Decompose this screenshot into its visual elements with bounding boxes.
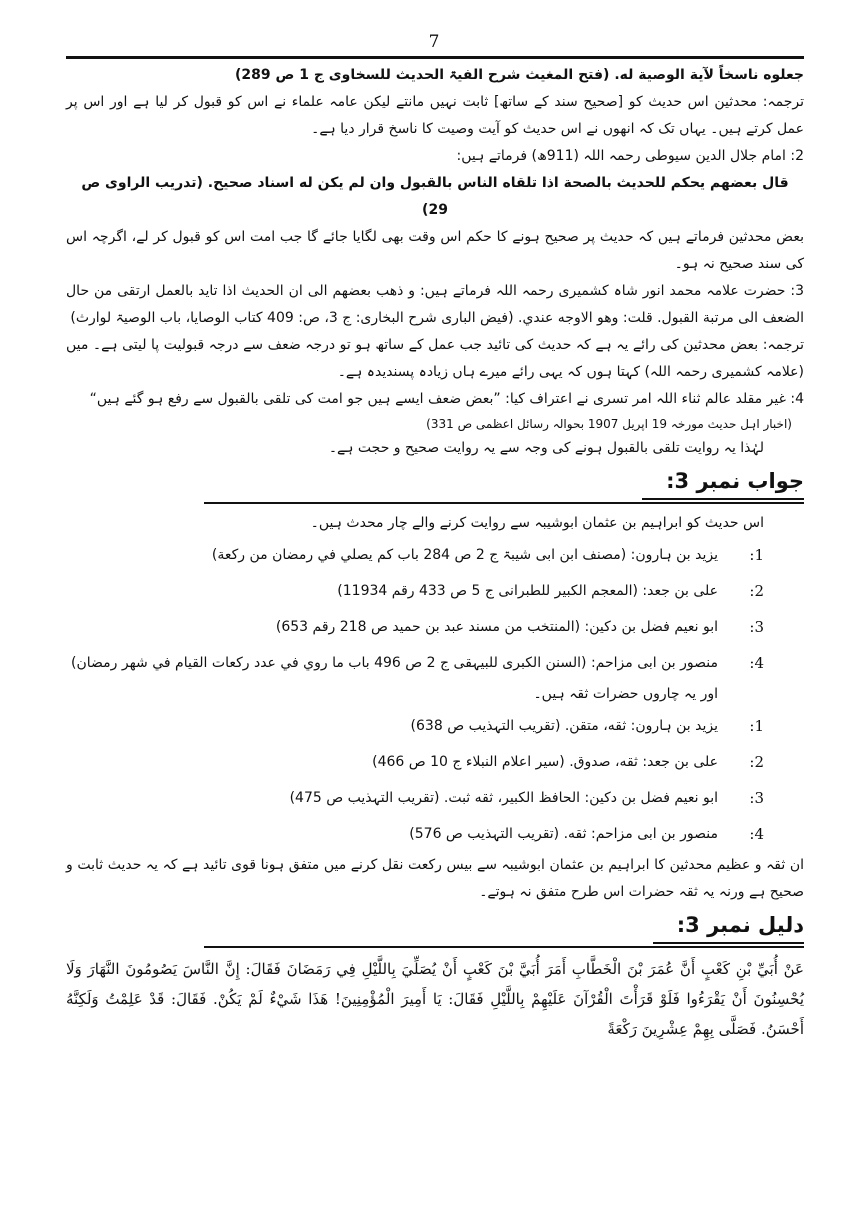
list-item (66, 708, 764, 744)
item-text: منصور بن ابی مزاحم: (السنن الکبری للبیہقی ج 2 ص 496 باب ما روي في عدد ركعات القيام في شهر رمضان) (71, 655, 718, 671)
amritsari-reference: (اخبار اہل حدیث مورخہ 19 اپریل 1907 بحوالہ رسائل اعظمی ص 331) (426, 417, 792, 431)
amritsari-line: 4: غیر مقلد عالم ثناء اللہ امر تسری نے اعتراف کیا: ”بعض ضعف ایسے ہیں جو امت کی تلقی بالقبول سے رفع ہو گئے ہیں“ (89, 391, 804, 407)
proof-3-heading: دلیل نمبر 3: (653, 910, 804, 944)
narrators-trustworthy-line: اور یہ چاروں حضرات ثقہ ہیں۔ (533, 686, 718, 702)
item-text: ابو نعیم فضل بن دکین: الحافظ الكبير، ثقه ثبت. (تقریب التہذیب ص 475) (289, 790, 718, 806)
narrators-list (66, 537, 804, 681)
list-item (66, 816, 764, 852)
list-item (66, 609, 764, 645)
item-text: علی بن جعد: ثقه، صدوق. (سیر اعلام النبلاء ج 10 ص 466) (372, 754, 718, 770)
item-text: یزید بن ہارون: (مصنف ابن ابی شیبۃ ج 2 ص 284 باب کم يصلي في رمضان من ركعة) (211, 547, 718, 563)
item-number: 4: (749, 654, 764, 672)
item-number: 3: (749, 618, 764, 636)
answer-3-underline (204, 502, 804, 504)
item-number: 2: (749, 753, 764, 771)
item-text: منصور بن ابی مزاحم: ثقه. (تقریب التہذیب ص 576) (409, 826, 718, 842)
item-text: علی بن جعد: (المعجم الکبیر للطبرانی ج 5 ص 433 رقم 11934) (337, 583, 718, 599)
list-item (66, 537, 764, 573)
arabic-hadith-text: عَنْ أُبَيِّ بْنِ كَعْبٍ أَنَّ عُمَرَ بْنَ الْخَطَّابِ أَمَرَ أُبَيَّ بْنَ كَعْبٍ أَنْ يُصَلِّيَ بِاللَّيْلِ فِي رَمَضَانَ فَقَالَ: إِنَّ النَّاسَ يَصُومُونَ النَّهَارَ وَلَا يُحْسِنُونَ أَنْ يَقْرَءُوا فَلَوْ قَرَأْتَ الْقُرْآنَ عَلَيْهِمْ بِاللَّيْلِ فَقَالَ: يَا أَمِيرَ الْمُؤْمِنِينَ! هَذَا شَيْءٌ لَمْ يَكُنْ. فَقَالَ: قَدْ عَلِمْتُ وَلَكِنَّهُ أَحْسَنُ. فَصَلَّى بِهِمْ عِشْرِينَ رَكْعَةً (66, 960, 804, 1038)
proof-3-underline (204, 946, 804, 948)
imam-suyuti-line: 2: امام جلال الدین سیوطی رحمہ اللہ (911ھ) فرماتے ہیں: (456, 148, 804, 164)
arabic-quote-wasiyya: جعلوه ناسخاً لآية الوصية له. (فتح المغیث شرح الفیۃ الحدیث للسخاوی ج 1 ص 289) (234, 67, 804, 83)
arabic-quote-suyuti: قال بعضهم يحكم للحديث بالصحة اذا تلقاه الناس بالقبول وان لم يكن له اسناد صحيح. (تدریب الراوی ص 29) (81, 175, 789, 218)
item-number: 1: (749, 546, 764, 564)
item-number: 2: (749, 582, 764, 600)
list-item (66, 573, 764, 609)
grading-list (66, 708, 804, 852)
header-rule (66, 56, 804, 59)
item-number: 3: (749, 789, 764, 807)
translation-paragraph-2: بعض محدثین فرماتے ہیں کہ حدیث پر صحیح ہونے کا حکم اس وقت بھی لگایا جائے گا جب امت اس کو قبول کر لے، اگرچہ اس کی سند صحیح نہ ہو۔ (66, 229, 804, 272)
answer-3-intro: اس حدیث کو ابراہیم بن عثمان ابوشیبہ سے روایت کرنے والے چار محدث ہیں۔ (310, 515, 764, 531)
conclusion-line: لہٰذا یہ روایت تلقی بالقبول ہونے کی وجہ سے یہ روایت صحیح و حجت ہے۔ (328, 440, 764, 456)
list-item (66, 744, 764, 780)
answer-3-conclusion: ان ثقہ و عظیم محدثین کا ابراہیم بن عثمان ابوشیبہ سے بیس رکعت نقل کرنے میں متفق ہونا قوی تائید ہے کہ یہ حدیث ثابت و صحیح ہے ورنہ یہ ثقہ حضرات اس طرح متفق نہ ہوتے۔ (66, 857, 804, 900)
page-body (66, 62, 804, 1044)
item-number: 4: (749, 825, 764, 843)
kashmiri-paragraph: 3: حضرت علامہ محمد انور شاہ کشمیری رحمہ اللہ فرماتے ہیں: و ذهب بعضهم الى ان الحديث اذا تايد بالعمل ارتقى من حال الضعف الى مرتبة القبول. قلت: وهو الاوجه عندي. (فیض الباری شرح البخاری: ج 3، ص: 409 کتاب الوصایا، باب الوصیۃ لوارث) (66, 283, 804, 326)
list-item (66, 780, 764, 816)
answer-3-heading: جواب نمبر 3: (642, 466, 804, 500)
item-number: 1: (749, 717, 764, 735)
translation-paragraph-3: ترجمہ: بعض محدثین کی رائے یہ ہے کہ حدیث کی تائید جب عمل کے ساتھ ہو تو درجہ ضعف سے درجہ قبولیت پا لیتی ہے۔ میں (علامہ کشمیری رحمہ اللہ) کہتا ہوں کہ یہی رائے میرے ہاں زیادہ پسندیدہ ہے۔ (66, 337, 804, 380)
page-number: 7 (428, 32, 440, 52)
translation-paragraph-1: ترجمہ: محدثین اس حدیث کو [صحیح سند کے ساتھ] ثابت نہیں مانتے لیکن عامہ علماء نے اس کو قبول کر لیا ہے اور اس پر عمل کرتے ہیں۔ یہاں تک کہ انھوں نے اس حدیث کو آیت وصیت کا ناسخ قرار دیا ہے۔ (66, 94, 804, 137)
item-text: یزید بن ہارون: ثقه، متقن. (تقریب التہذیب ص 638) (410, 718, 718, 734)
list-item (66, 645, 764, 681)
item-text: ابو نعیم فضل بن دکین: (المنتخب من مسند عبد بن حمید ص 218 رقم 653) (275, 619, 718, 635)
